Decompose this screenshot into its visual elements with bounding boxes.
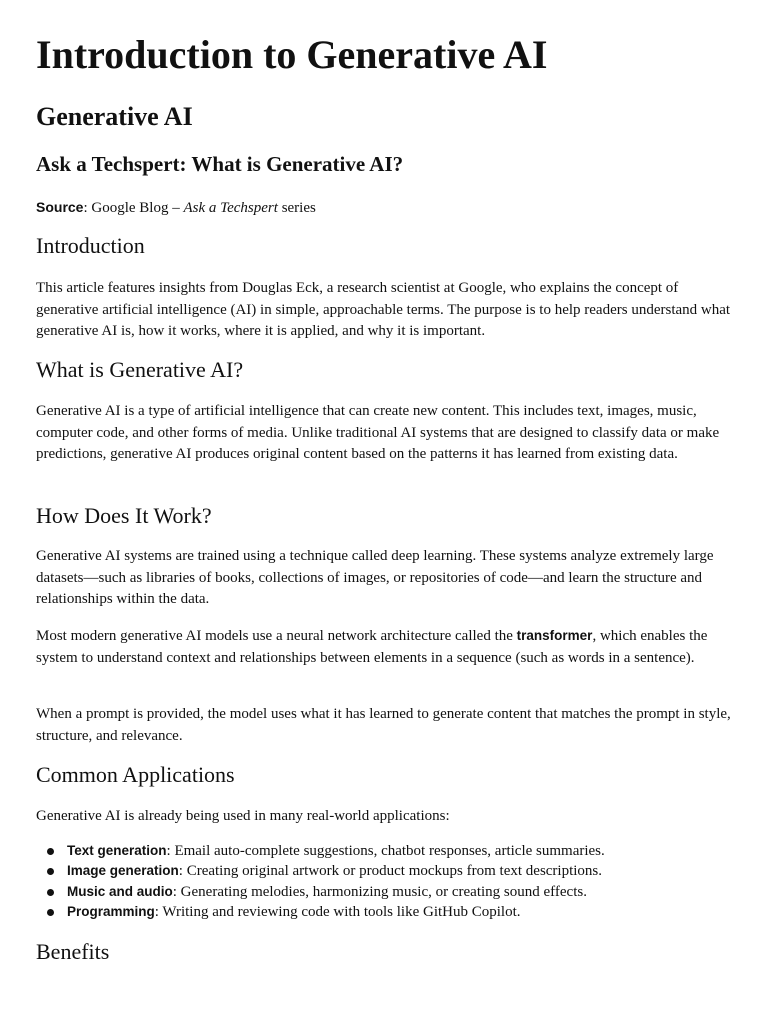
- heading-what-is: What is Generative AI?: [36, 357, 244, 382]
- paragraph-how-it-works-2-end: , which enables the system to understand context and relationships between elements in a sequence (such as words in a sentence).: [36, 628, 708, 666]
- source-line: [36, 197, 316, 219]
- source-outlet: Google Blog –: [91, 200, 184, 216]
- term-transformer: transformer: [516, 628, 593, 643]
- paragraph-how-it-works-3: When a prompt is provided, the model uses what it has learned to generate content that matches the prompt in style, structure, and relevance.: [36, 706, 731, 744]
- heading-benefits: Benefits: [36, 939, 110, 964]
- heading-how-it-works: How Does It Work?: [36, 503, 212, 528]
- heading-introduction: Introduction: [36, 233, 145, 258]
- list-item-text: : Email auto-complete suggestions, chatbot responses, article summaries.: [166, 843, 605, 859]
- paragraph-how-it-works-2-start: Most modern generative AI models use a neural network architecture called the: [36, 628, 517, 644]
- source-label: Source: [36, 199, 84, 215]
- bullet-icon: [47, 868, 54, 875]
- list-item-text: : Generating melodies, harmonizing music, or creating sound effects.: [172, 883, 587, 900]
- page-subtitle: Generative AI: [36, 102, 193, 131]
- paragraph-how-it-works-1: Generative AI systems are trained using a technique called deep learning. These systems analyze extremely large datasets—such as libraries of books, collections of images, or repositories of code—and learn the structure and relationships within the data.: [36, 548, 714, 607]
- applications-list: [36, 841, 736, 923]
- paragraph-introduction: This article features insights from Douglas Eck, a research scientist at Google, who explains the concept of generative artificial intelligence (AI) in simple, approachable terms. The purpose is to help readers understand what generative AI is, how it works, where it is applied, and why it is important.: [36, 280, 731, 339]
- article-title: Ask a Techspert: What is Generative AI?: [36, 152, 404, 176]
- list-item-text: : Creating original artwork or product mockups from text descriptions.: [178, 863, 603, 880]
- list-item-label: Programming: [67, 904, 155, 920]
- page-title: Introduction to Generative AI: [36, 32, 548, 77]
- paragraph-how-it-works-2: [36, 625, 736, 669]
- source-series-suffix: series: [277, 200, 316, 216]
- bullet-icon: [47, 848, 54, 855]
- list-item: [36, 841, 736, 861]
- list-item: [36, 882, 736, 902]
- paragraph-what-is: Generative AI is a type of artificial intelligence that can create new content. This includes text, images, music, computer code, and other forms of media. Unlike traditional AI systems that are designed to classify data or make predictions, generative AI produces original content based on the patterns it has learned from existing data.: [36, 403, 720, 462]
- source-series: Ask a Techspert: [183, 200, 278, 216]
- source-separator: :: [83, 200, 92, 216]
- list-item: [36, 861, 736, 881]
- list-item-text: : Writing and reviewing code with tools like GitHub Copilot.: [154, 904, 521, 921]
- list-item-label: Text generation: [67, 843, 167, 858]
- list-item-label: Music and audio: [67, 883, 173, 899]
- heading-applications: Common Applications: [36, 762, 235, 787]
- paragraph-applications-intro: Generative AI is already being used in many real-world applications:: [36, 808, 450, 824]
- bullet-icon: [47, 889, 54, 896]
- bullet-icon: [47, 909, 54, 916]
- list-item-label: Image generation: [67, 863, 179, 879]
- list-item: [36, 902, 736, 922]
